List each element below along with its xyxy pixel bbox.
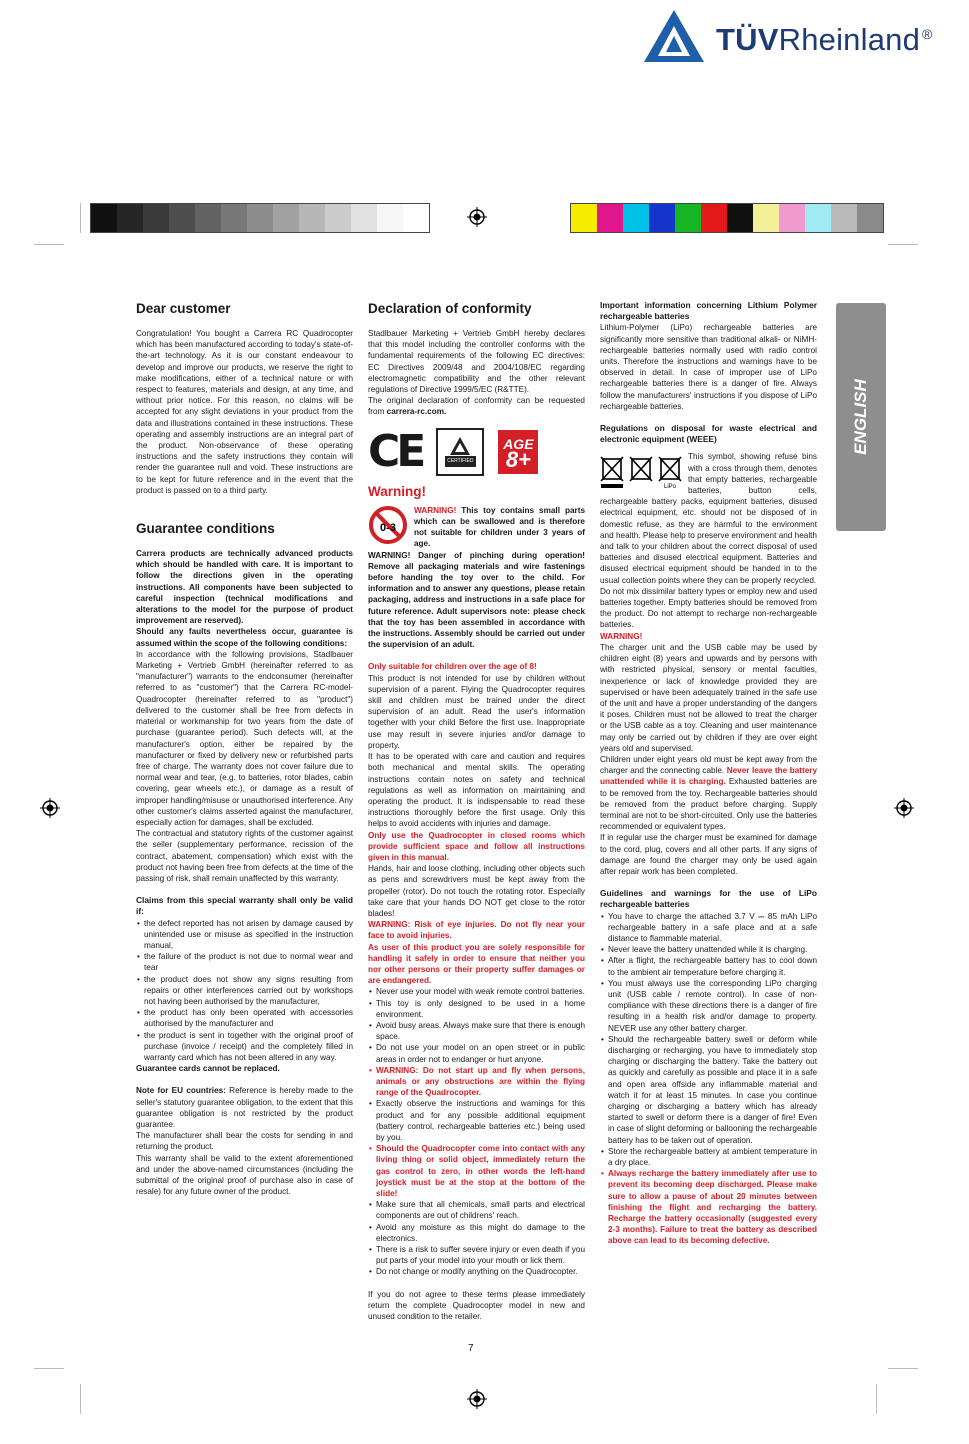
tuv-triangle-icon bbox=[642, 8, 706, 64]
page-number: 7 bbox=[468, 1343, 474, 1354]
color-swatch bbox=[701, 204, 727, 232]
crop-mark bbox=[80, 203, 81, 233]
logo-wordmark: TÜVRheinland ® bbox=[716, 22, 933, 57]
color-swatch bbox=[195, 204, 221, 232]
list-item: • Never use your model with weak remote control batteries. bbox=[376, 986, 585, 997]
color-swatch bbox=[805, 204, 831, 232]
crop-mark bbox=[80, 1384, 81, 1414]
color-swatch bbox=[273, 204, 299, 232]
color-swatch bbox=[377, 204, 403, 232]
list-item: • You have to charge the attached 3.7 V ⎓ 85 mAh LiPo rechargeable battery in a safe place and at a safe distance to flammable material. bbox=[608, 911, 817, 945]
color-swatch bbox=[299, 204, 325, 232]
paragraph-guarantee-faults: Should any faults nevertheless occur, guarantee is assumed within the scope of the following conditions: bbox=[136, 627, 353, 648]
color-swatch bbox=[221, 204, 247, 232]
color-swatch bbox=[675, 204, 701, 232]
list-item: • There is a risk to suffer severe injury or even death if you put parts of your model into your mouth or lick them. bbox=[376, 1244, 585, 1266]
crop-mark bbox=[34, 1368, 64, 1369]
color-swatch bbox=[325, 204, 351, 232]
color-swatch bbox=[753, 204, 779, 232]
registration-mark-icon bbox=[894, 798, 914, 818]
paragraph-children-under-8: Children under eight years old must be kept away from the charger and the connecting cable. Never leave the battery unattended while it is charging. Exhausted batteries are to be removed from the toy. Rechargeable batteries should be removed from the product before charging. Supply terminal are not to be short-circuited. Only use the batteries recommended or equivalent types. bbox=[600, 754, 817, 832]
list-item: • WARNING: Do not start up and fly when persons, animals or any obstructions are within the flying range of the Quadrocopter. bbox=[376, 1065, 585, 1099]
only-over-8-notice: Only suitable for children over the age of 8! bbox=[368, 662, 537, 672]
heading-weee: Regulations on disposal for waste electrical and electronic equipment (WEEE) bbox=[600, 423, 817, 445]
list-item: • Never leave the battery unattended while it is charging. bbox=[608, 944, 817, 955]
list-item: • You must always use the corresponding LiPo charging unit (USB cable / remote control). In case of non-compliance with these directions there is a danger of fire resulting in a health risk and/or damage to property. NEVER use any other battery charger. bbox=[608, 978, 817, 1034]
color-swatch bbox=[649, 204, 675, 232]
list-item: • the product is sent in together with the original proof of purchase (invoice / receipt) and the completely filled in warranty card which has not been altered in any way. bbox=[144, 1030, 353, 1064]
not-for-under-3-icon bbox=[368, 505, 408, 545]
list-item: • Exactly observe the instructions and warnings for this product and for any possible additional equipment (battery control, rechargeable batteries etc.) being used by you. bbox=[376, 1098, 585, 1143]
color-swatch bbox=[779, 204, 805, 232]
list-item: • Store the rechargeable battery at ambient temperature in a dry place. bbox=[608, 1146, 817, 1168]
list-item: • Should the rechargeable battery swell or deform while discharging or recharging, you have to immediately stop charging or discharging the battery. Take the battery out as quickly and carefully as possible and place it in a safe and open area offside any inflammable material and watch it for at least 15 minutes. In case you continue charging or discharging a battery which has already started to swell or deform there is a danger of fire! Even in case of slight deforming or ballooning the rechargeable battery has to be taken out of operation. bbox=[608, 1034, 817, 1146]
list-item: • Should the Quadrocopter come into contact with any living thing or solid object, immediately return the gas control to zero, in other words the left-hand joystick must be at the stop at the bottom of the slide! bbox=[376, 1143, 585, 1199]
color-swatch bbox=[247, 204, 273, 232]
paragraph-pinch-warning: WARNING! Danger of pinching during operation! Remove all packaging materials and wire fastenings before handing the toy over to the child. For information and to answer any questions, please retain packaging, address and instructions in a safe place for future reference. Adult supervisors note: please check that the toy has been assembled in accordance with the instructions. Assembly should be carried out under the supervision of an adult. bbox=[368, 550, 585, 650]
color-swatch bbox=[597, 204, 623, 232]
paragraph-guarantee-rights: The contractual and statutory rights of the customer against the seller (supplementary performance, recission of the contract, abatement, compensation) which exist with the product not having been free from defects at the time of the passing of risk, shall remain unaffected by this warranty. bbox=[136, 829, 353, 883]
column-1 bbox=[136, 300, 353, 1197]
language-tab: ENGLISH bbox=[836, 303, 886, 531]
paragraph-cards: Guarantee cards cannot be replaced. bbox=[136, 1064, 280, 1074]
paragraph-return: If you do not agree to these terms please immediately return the complete Quadrocopter model in new and unused condition to the retailer. bbox=[368, 1289, 585, 1322]
crop-mark bbox=[876, 1384, 877, 1414]
heading-dear-customer: Dear customer bbox=[136, 301, 231, 316]
color-swatch bbox=[143, 204, 169, 232]
heading-declaration: Declaration of conformity bbox=[368, 301, 532, 316]
list-item: • the defect reported has not arisen by damage caused by unintended use or misuse as specified in the instruction manual, bbox=[144, 918, 353, 952]
list-item: • After a flight, the rechargeable battery has to cool down to the ambient air temperature before charging it. bbox=[608, 955, 817, 977]
paragraph-guarantee-provisions: In accordance with the following provisions, Stadlbauer Marketing + Vertrieb GmbH (hereinafter referred to as "manufacturer") warrants to the endconsumer (hereinafter referred to as "customer") that the Carrera RC-model-Quadrocopter (hereinafter referred to as "product") delivered to the customer shall be free from defects in material or workmanship for two years from the date of purchase (guarantee period). Such defects will, at the manufacturer's option, either be repaired by the manufacturer or fixed by delivery new or refurbished parts free of charge. The warranty does not cover failure due to normal wear and tear, (e.g. to batteries, rotor blades, cabin covering, gear wheels etc.), or damage as a result of improper handling/misuse or unauthorised interference. Any other customer's claims asserted against the manufacturer, especially action for damages, shall be excluded. bbox=[136, 649, 353, 827]
tuv-triangle-icon bbox=[449, 436, 471, 456]
tuv-certified-badge: CERTIFIED bbox=[436, 428, 484, 476]
list-item: • Do not use your model on an open street or in public areas in order not to endanger or hurt anyone. bbox=[376, 1042, 585, 1064]
color-swatch bbox=[91, 204, 117, 232]
color-swatch bbox=[857, 204, 883, 232]
paragraph-care: It has to be operated with care and caution and requires both mechanical and mental skills. The operating instructions contain notes on safety and technical regulations as well as information on maintaining and operating the product. It is indispensable to read these instructions thoroughly before the first usage. Only this helps to avoid accidents with injuries and damage. bbox=[368, 752, 585, 829]
paragraph-valid: This warranty shall be valid to the extent aforementioned and under the above-named circumstances (including the submittal of the original proof of purchase also in case of resale) for any future owner of the product. bbox=[136, 1153, 353, 1197]
safety-list bbox=[368, 986, 585, 1277]
list-item: • Do not change or modify anything on the Quadrocopter. bbox=[376, 1266, 585, 1277]
column-2 bbox=[368, 300, 585, 1322]
registration-mark-icon bbox=[467, 207, 487, 227]
crop-mark bbox=[888, 244, 918, 245]
color-swatch bbox=[571, 204, 597, 232]
eye-injury-warning: WARNING: Risk of eye injuries. Do not fly near your face to avoid injuries. bbox=[368, 920, 585, 941]
paragraph-declaration-request: The original declaration of conformity can be requested from carrera-rc.com. bbox=[368, 396, 585, 417]
color-swatch bbox=[727, 204, 753, 232]
paragraph-charger: The charger unit and the USB cable may be used by children eight (8) years and upwards and by persons with with restricted physical, sensory or mental faculties, inexperience or lack of knowledge provided they are supervised or have been adequately trained in the safe use of the unit and have a proper understanding of the dangers it poses. Children must not be allowed to treat the charger or the USB cable as a toy. Cleaning and user maintenance may only be carried out by children if they are over eight years old and supervised. bbox=[600, 642, 817, 753]
registration-mark-icon bbox=[40, 798, 60, 818]
certification-marks bbox=[368, 424, 585, 480]
svg-text:LiPo: LiPo bbox=[664, 484, 677, 490]
paragraph-dear-customer: Congratulation! You bought a Carrera RC Quadrocopter which has been manufactured according to today's state-of-the-art technology. As it is our constant endeavour to develop and improve our products, we reserve the right to make modifications, either of a technical nature or with respect to features, materials and design, at any time, and without prior notice. For this reason, no claims will be accepted for any slight deviations in your product from the data and illustrations contained in these instructions. These operating and assembly instructions are an integral part of the product. Non-observance of these operating instructions and the safety instructions they contain will render the guarantee null and void. These instructions are to be kept for future reference and in the event that the product is passed on to a third party. bbox=[136, 329, 353, 495]
paragraph-hands: Hands, hair and loose clothing, including other objects such as pens and screwdrivers must be kept away from the propeller (rotor). Do not touch the rotating rotor. Especially take care that your hands DO NOT get close to the rotor blades! bbox=[368, 864, 585, 918]
list-item: • Avoid any moisture as this might do damage to the electronics. bbox=[376, 1222, 585, 1244]
lipo-guidelines-list bbox=[600, 911, 817, 1247]
crop-mark bbox=[888, 1368, 918, 1369]
closed-rooms-notice: Only use the Quadrocopter in closed rooms which provide sufficient space and follow all instructions given in this manual. bbox=[368, 830, 585, 862]
color-swatch bbox=[169, 204, 195, 232]
grayscale-color-bar bbox=[90, 203, 430, 233]
paragraph-examine: If in regular use the charger must be examined for damage to the cord, plug, covers and all other parts. If any signs of damage are found the charger may only be used again after repair work has been completed. bbox=[600, 833, 817, 876]
process-color-bar bbox=[570, 203, 884, 233]
tuv-rheinland-logo bbox=[640, 8, 960, 68]
list-item: • the failure of the product is not due to normal wear and tear bbox=[144, 951, 353, 973]
color-swatch bbox=[623, 204, 649, 232]
column-3 bbox=[600, 300, 817, 1247]
paragraph-supervision: This product is not intended for use by children without supervision of a parent. Flying the Quadrocopter requires skill and children must be trained under the direct supervision of an adult. Read the user's information together with your child Before the first use. Inappropriate use may result in severe injuries and/or damage to property. bbox=[368, 673, 585, 750]
paragraph-declaration: Stadlbauer Marketing + Vertrieb GmbH hereby declares that this model including the controller conforms with the fundamental requirements of the following EC directives: EC Directives 2009/48 and 2004/108/EC regarding electromagnetic compatibility and the other relevant regulations of Directive 1999/5/EC (R&TTE). bbox=[368, 329, 585, 395]
ce-mark: CE bbox=[368, 426, 423, 478]
color-swatch bbox=[403, 204, 429, 232]
heading-guidelines: Guidelines and warnings for the use of LiPo rechargeable batteries bbox=[600, 888, 817, 910]
paragraph-guarantee-intro: Carrera products are technically advanced products which should be handled with care. It is important to follow the directions given in the operating instructions. All components have been subjected to careful inspection (technical modifications and alterations to the model for the purpose of product improvement are reserved). bbox=[136, 549, 353, 626]
list-item: • Always recharge the battery immediately after use to prevent its becoming deep discharged. Please make sure to allow a pause of about 20 minutes between finishing the flight and recharging the battery. Recharge the battery occasionally (suggested every 2-3 months). Failure to treat the battery as described above can lead to its becoming defective. bbox=[608, 1168, 817, 1246]
paragraph-mix: Do not mix dissimilar battery types or employ new and used batteries together. Empty batteries should be removed from the product. Do not attempt to recharge non-rechargeable batteries. bbox=[600, 586, 817, 630]
heading-guarantee: Guarantee conditions bbox=[136, 521, 275, 537]
heading-lipo: Important information concerning Lithium Polymer rechargeable batteries bbox=[600, 300, 817, 322]
weee-symbols bbox=[600, 453, 682, 489]
list-item: • the product does not show any signs resulting from repairs or other interferences carried out by workshops not having been authorised by the manufacturer, bbox=[144, 974, 353, 1008]
color-swatch bbox=[117, 204, 143, 232]
color-swatch bbox=[351, 204, 377, 232]
list-item: • Make sure that all chemicals, small parts and electrical components are out of childrens' reach. bbox=[376, 1199, 585, 1221]
list-item: • This toy is only designed to be used in a home environment. bbox=[376, 998, 585, 1020]
claims-list bbox=[136, 918, 353, 1064]
paragraph-eu-note: Note for EU countries: Reference is hereby made to the seller's statutory guarantee obligation, to the extent that this guarantee obligation is not restricted by the product guarantee. bbox=[136, 1086, 353, 1129]
crop-mark bbox=[34, 244, 64, 245]
warning-heading: Warning! bbox=[368, 483, 426, 499]
paragraph-lipo: Lithium-Polymer (LiPo) rechargeable batteries are significantly more sensitive than traditional alkali- or NiMH-rechargeable batteries normally used with radio control units. Therefore the instructions and warnings have to be observed in detail. In case of improper use of LiPo rechargeable batteries there is a danger of fire. Always follow the manufacturers' instructions if you dispose of LiPo rechargeable batteries. bbox=[600, 323, 817, 411]
paragraph-weee: This symbol, showing refuse bins with a cross through them, denotes that empty batteries, rechargeable batteries, button cells, rechargeable battery packs, equipment batteries, disused electrical equipment, etc. should not be disposed of in domestic refuse, as they are harmful to the environment and health. Please help to preserve environment and health and talk to your children about the correct disposal of used batteries and disused electrical equipment. Batteries and disused electrical equipment should be handed in to the usual collection points where they can be properly recycled. bbox=[600, 452, 817, 585]
heading-claims: Claims from this special warranty shall only be valid if: bbox=[136, 895, 353, 917]
small-parts-warning: 0-3 WARNING! This toy contains small parts which can be swallowed and is therefore not suitable for children under 3 years of age. bbox=[368, 505, 585, 550]
paragraph-costs: The manufacturer shall bear the costs for sending in and returning the product. bbox=[136, 1131, 353, 1152]
user-responsibility-notice: As user of this product you are solely responsible for handling it safely in order to ensure that neither you nor other persons or their property suffer damages or are endangered. bbox=[368, 942, 585, 986]
list-item: • the product has only been operated with accessories authorised by the manufacturer and bbox=[144, 1007, 353, 1029]
crossed-bin-icon bbox=[600, 453, 682, 489]
registration-mark-icon bbox=[467, 1389, 487, 1409]
list-item: • Avoid busy areas. Always make sure that there is enough space. bbox=[376, 1020, 585, 1042]
color-swatch bbox=[831, 204, 857, 232]
warning-label: WARNING! bbox=[600, 631, 643, 641]
age-8-badge: AGE 8+ bbox=[498, 430, 538, 474]
svg-text:0-3: 0-3 bbox=[380, 521, 396, 534]
